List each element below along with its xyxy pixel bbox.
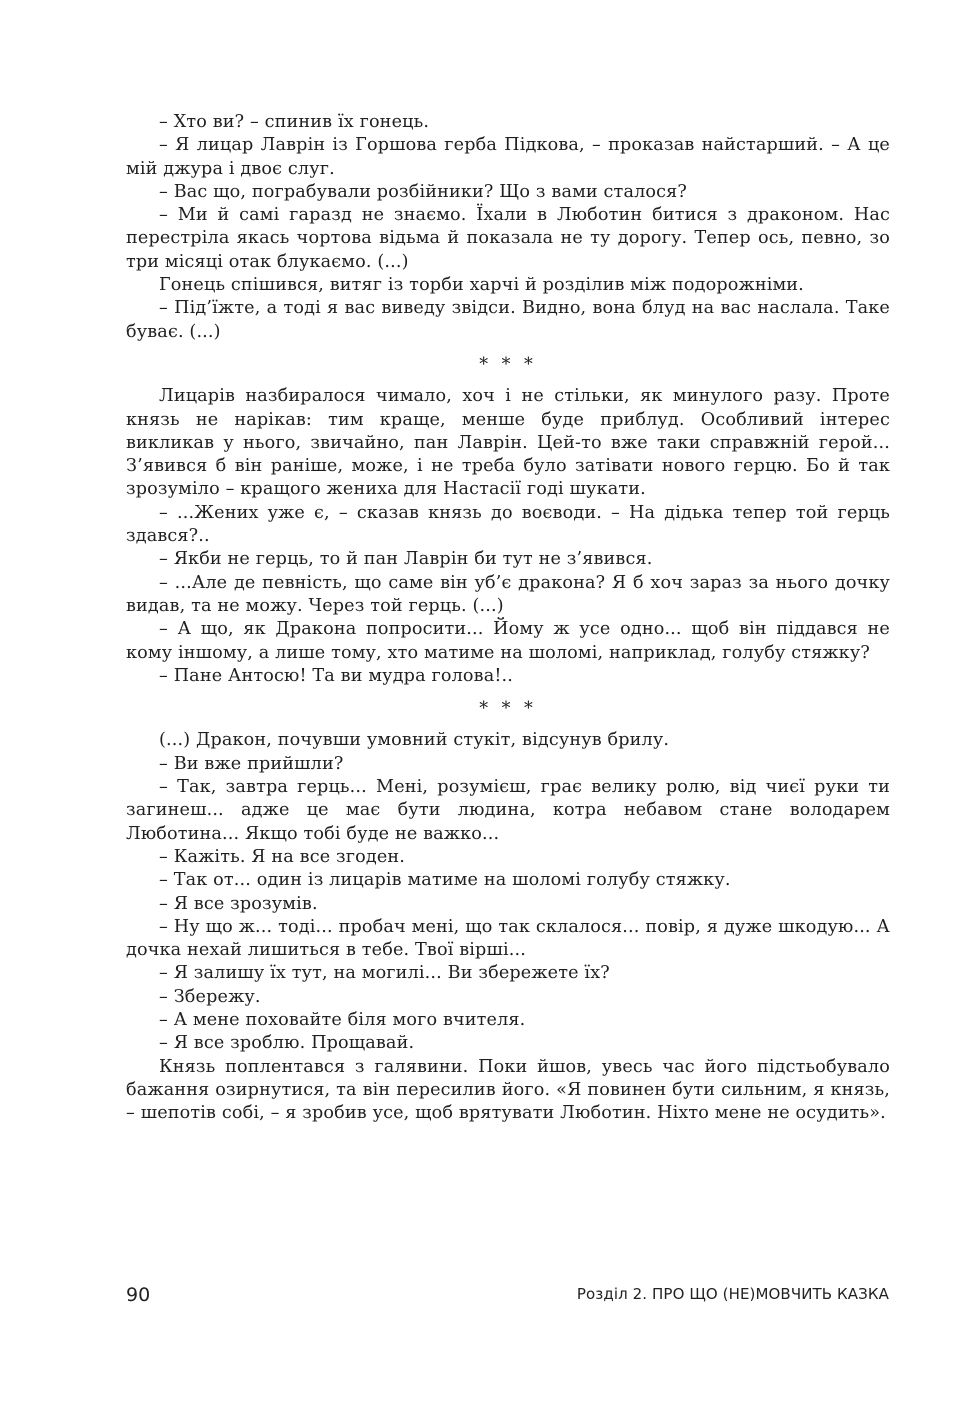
paragraph: – Я все зрозумів. [159,893,318,914]
page-number: 90 [126,1284,151,1306]
section-1 [126,111,890,344]
section-separator: * * * [479,699,537,720]
section-separator: * * * [479,354,537,375]
paragraph: – Так, завтра герць... Мені, розумієш, грає велику ролю, від чиєї руки ти загинеш... адже це має бути людина, котра небавом стане володарем Люботина... Якщо тобі буде не важко... [126,777,890,844]
paragraph: – Під’їжте, а тоді я вас виведу звідси. Видно, вона блуд на вас наслала. Таке буває. (...) [126,298,890,342]
paragraph: – Я все зроблю. Прощавай. [159,1033,415,1054]
paragraph: – Я лицар Лаврін із Горшова герба Підкова, – проказав найстарший. – А це мій джура і двоє слуг. [126,135,890,179]
paragraph: – Я залишу їх тут, на могилі... Ви збережете їх? [159,963,610,984]
paragraph: – Ми й самі гаразд не знаємо. Їхали в Люботин битися з драконом. Нас перестріла якась чортова відьма й показала не ту дорогу. Тепер ось, певно, зо три місяці отак блукаємо. (...) [126,205,890,272]
paragraph: – Збережу. [159,986,261,1007]
paragraph: Лицарів назбиралося чимало, хоч і не стільки, як минулого разу. Проте князь не нарікав: тим краще, менше буде приблуд. Особливий інтерес викликав у нього, звичайно, пан Лаврін. Цей-то вже таки справжній герой... З’явився б він раніше, може, і не треба було затівати нового герцю. Бо й так зрозуміло – кращого жениха для Настасії годі шукати. [126,386,890,500]
main-text [126,111,890,1125]
paragraph: – А що, як Дракона попросити... Йому ж усе одно... щоб він піддався не кому іншому, а лише тому, хто матиме на шоломі, наприклад, голубу стяжку? [126,619,890,663]
section-2 [126,385,890,688]
paragraph: – Хто ви? – спинив їх гонець. [159,112,430,132]
paragraph: – Кажіть. Я на все згоден. [159,846,406,867]
paragraph: – ...Але де певність, що саме він уб’є дракона? Я б хоч зараз за нього дочку видав, та не можу. Через той герць. (...) [126,572,890,616]
running-footer-chapter: Розділ 2. ПРО ЩО (НЕ)МОВЧИТЬ КАЗКА [576,1285,889,1303]
paragraph: Гонець спішився, витяг із торби харчі й розділив між подорожніми. [159,275,804,296]
paragraph: – А мене поховайте біля мого вчителя. [159,1009,526,1030]
paragraph: – Так от... один із лицарів матиме на шоломі голубу стяжку. [159,870,731,891]
paragraph: – Ну що ж... тоді... пробач мені, що так склалося... повір, я дуже шкодую... А дочка нехай лишиться в тебе. Твої вірші... [126,916,890,961]
paragraph: – Ви вже прийшли? [159,753,344,774]
paragraph: – ...Жених уже є, – сказав князь до воєводи. – На дідька тепер той герць здався?.. [126,502,890,547]
paragraph: Князь поплентався з галявини. Поки йшов, увесь час його підстьобувало бажання озирнутися, та він пересилив його. «Я повинен бути сильним, я князь, – шепотів собі, – я зробив усе, щоб врятувати Люботин. Ніхто мене не осудить». [126,1056,890,1124]
section-3 [126,729,890,1125]
paragraph: – Пане Антосю! Та ви мудра голова!.. [159,665,514,686]
paragraph: – Якби не герць, то й пан Лаврін би тут не з’явився. [159,549,653,570]
paragraph: (...) Дракон, почувши умовний стукіт, відсунув брилу. [159,730,670,751]
paragraph: – Вас що, пограбували розбійники? Що з вами сталося? [159,181,687,202]
